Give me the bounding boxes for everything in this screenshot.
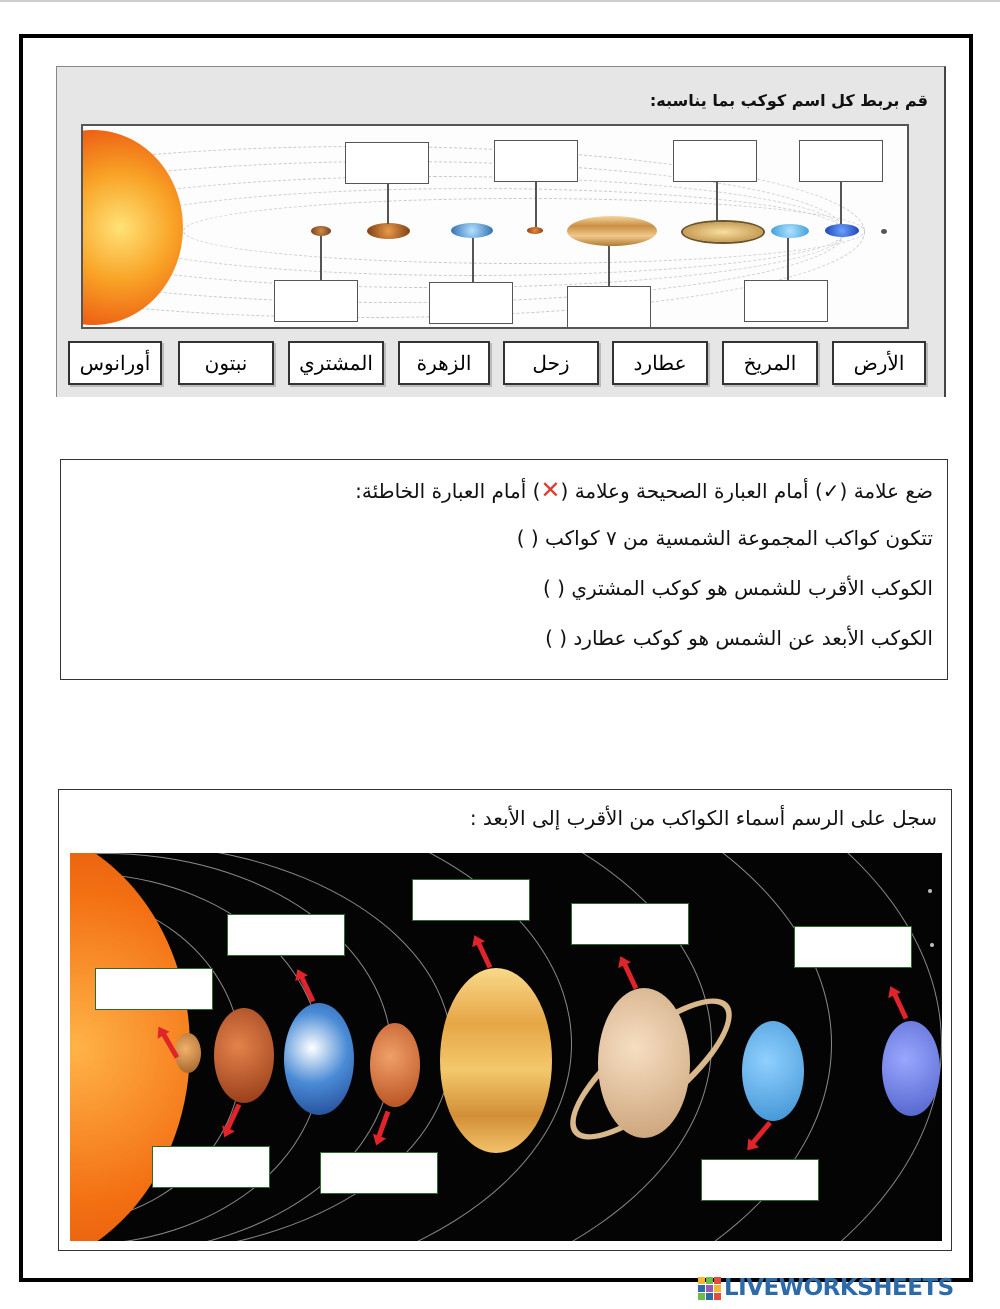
- earth-image: [451, 223, 493, 238]
- labeling-instruction: سجل على الرسم أسماء الكواكب من الأقرب إلى الأبعد :: [469, 806, 937, 830]
- match-target-box[interactable]: [744, 280, 828, 322]
- mercury-image: [311, 226, 331, 236]
- match-target-box[interactable]: [429, 282, 513, 324]
- statement-3[interactable]: الكوكب الأبعد عن الشمس هو كوكب عطارد ( ): [545, 626, 933, 650]
- connector-line: [787, 238, 789, 280]
- neptune-image: [825, 224, 859, 237]
- true-false-section: [60, 459, 948, 680]
- mars-image: [370, 1023, 420, 1107]
- connector-line: [535, 182, 537, 227]
- match-target-box[interactable]: [345, 142, 429, 184]
- instruction-text: ) أمام العبارة الصحيحة وعلامة (: [560, 479, 823, 503]
- matching-instruction: قم بربط كل اسم كوكب بما يناسبه:: [649, 91, 928, 110]
- planet-name-card[interactable]: زحل: [503, 341, 599, 385]
- neptune-image: [882, 1021, 940, 1116]
- planet-name-card[interactable]: الأرض: [832, 341, 926, 385]
- mercury-image: [175, 1033, 201, 1073]
- mars-image: [527, 227, 543, 234]
- statement-2[interactable]: الكوكب الأقرب للشمس هو كوكب المشتري ( ): [543, 576, 933, 600]
- planet-name-row: [66, 341, 926, 389]
- statement-1[interactable]: تتكون كواكب المجموعة الشمسية من ٧ كواكب ( ): [516, 526, 933, 550]
- solar-system-diagram: [81, 124, 909, 329]
- solar-system-image: [70, 853, 942, 1241]
- uranus-image: [742, 1021, 804, 1121]
- connector-line: [387, 184, 389, 224]
- true-false-instruction: [355, 476, 933, 504]
- match-target-box[interactable]: [494, 140, 578, 182]
- answer-box[interactable]: [95, 968, 213, 1010]
- connector-line: [472, 238, 474, 282]
- answer-box[interactable]: [412, 879, 530, 921]
- star-dot: [928, 889, 932, 893]
- instruction-text: ) أمام العبارة الخاطئة:: [355, 479, 541, 503]
- top-rule: [0, 0, 1000, 2]
- planet-name-card[interactable]: عطارد: [612, 341, 708, 385]
- connector-line: [608, 246, 610, 286]
- pluto-image: [881, 229, 887, 234]
- answer-box[interactable]: [794, 926, 912, 968]
- answer-box[interactable]: [320, 1152, 438, 1194]
- answer-box[interactable]: [227, 914, 345, 956]
- connector-line: [320, 236, 322, 280]
- x-mark-icon: ✕: [540, 476, 561, 504]
- match-target-box[interactable]: [567, 286, 651, 328]
- connector-line: [840, 182, 842, 224]
- venus-image: [367, 223, 410, 239]
- match-target-box[interactable]: [799, 140, 883, 182]
- planet-name-card[interactable]: أورانوس: [68, 341, 162, 385]
- match-target-box[interactable]: [673, 140, 757, 182]
- venus-image: [214, 1008, 274, 1103]
- saturn-image: [598, 988, 690, 1138]
- uranus-image: [771, 224, 809, 238]
- planet-name-card[interactable]: الزهرة: [398, 341, 490, 385]
- planet-name-card[interactable]: المشتري: [288, 341, 384, 385]
- connector-line: [716, 182, 718, 222]
- liveworksheets-logo: [698, 1272, 954, 1304]
- instruction-text: ضع علامة (: [839, 479, 933, 503]
- star-dot: [930, 943, 934, 947]
- check-mark-icon: ✓: [822, 479, 840, 503]
- planet-name-card[interactable]: نبتون: [178, 341, 274, 385]
- match-target-box[interactable]: [274, 280, 358, 322]
- planet-name-card[interactable]: المريخ: [722, 341, 818, 385]
- jupiter-image: [567, 216, 657, 246]
- jupiter-image: [440, 968, 552, 1153]
- answer-box[interactable]: [701, 1159, 819, 1201]
- logo-text: LIVEWORKSHEETS: [724, 1275, 954, 1301]
- answer-box[interactable]: [152, 1146, 270, 1188]
- logo-icon: [698, 1277, 720, 1299]
- answer-box[interactable]: [571, 903, 689, 945]
- earth-image: [284, 1003, 354, 1115]
- saturn-image: [683, 222, 763, 242]
